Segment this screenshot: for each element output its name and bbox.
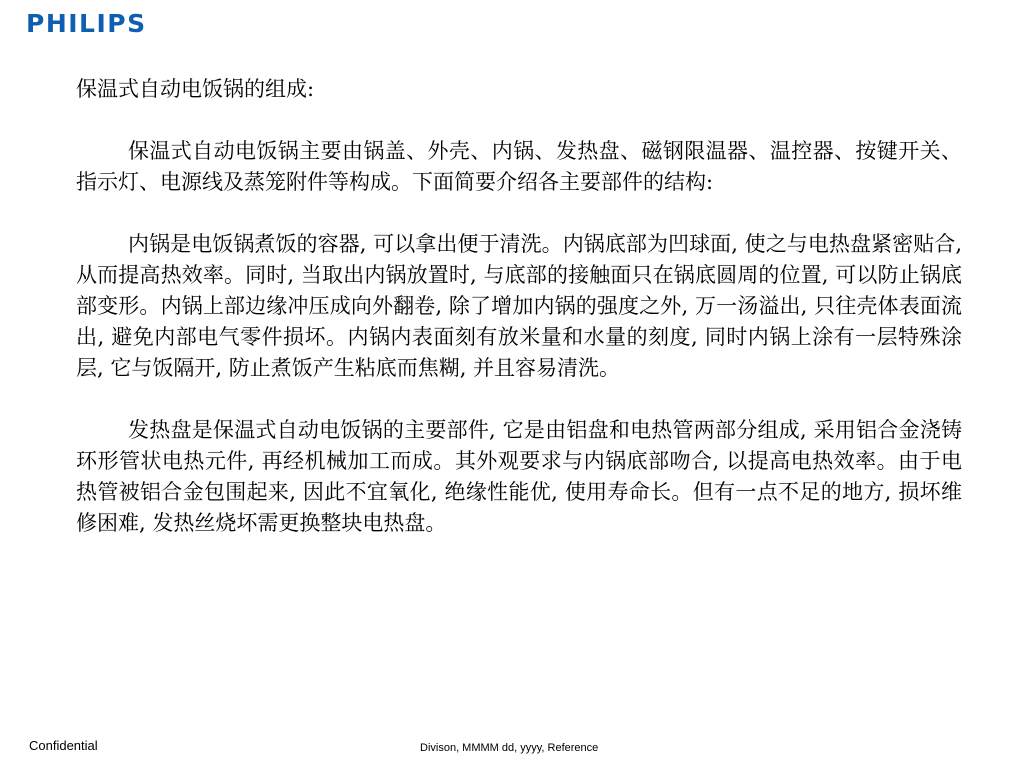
spacer <box>76 384 962 415</box>
paragraph-inner-pot: 内锅是电饭锅煮饭的容器, 可以拿出便于清洗。内锅底部为凹球面, 使之与电热盘紧密贴合, 从而提高热效率。同时, 当取出内锅放置时, 与底部的接触面只在锅底圆周的位置, 可以防止锅底部变形。内锅上部边缘冲压成向外翻卷, 除了增加内锅的强度之外, 万一汤溢出, 只往壳体表面流出, 避免内部电气零件损坏。内锅内表面刻有放米量和水量的刻度, 同时内锅上涂有一层特殊涂层, 它与饭隔开, 防止煮饭产生粘底而焦糊, 并且容易清洗。 <box>76 232 962 380</box>
paragraph-overview: 保温式自动电饭锅主要由锅盖、外壳、内锅、发热盘、磁钢限温器、温控器、按键开关、指示灯、电源线及蒸笼附件等构成。下面简要介绍各主要部件的结构: <box>76 139 962 194</box>
philips-logo: PHILIPS <box>26 9 147 38</box>
paragraph-heating-plate: 发热盘是保温式自动电饭锅的主要部件, 它是由铝盘和电热管两部分组成, 采用铝合金浇铸环形管状电热元件, 再经机械加工而成。其外观要求与内锅底部吻合, 以提高电热效率。由于电热管被铝合金包围起来, 因此不宜氧化, 绝缘性能优, 使用寿命长。但有一点不足的地方, 损坏维修困难, 发热丝烧坏需更换整块电热盘。 <box>76 418 962 535</box>
spacer <box>76 198 962 229</box>
footer-reference: Divison, MMMM dd, yyyy, Reference <box>420 742 599 754</box>
footer-confidential: Confidential <box>29 738 98 753</box>
slide-content <box>76 74 962 539</box>
spacer <box>76 105 962 136</box>
slide-title: 保温式自动电饭锅的组成: <box>76 77 315 101</box>
